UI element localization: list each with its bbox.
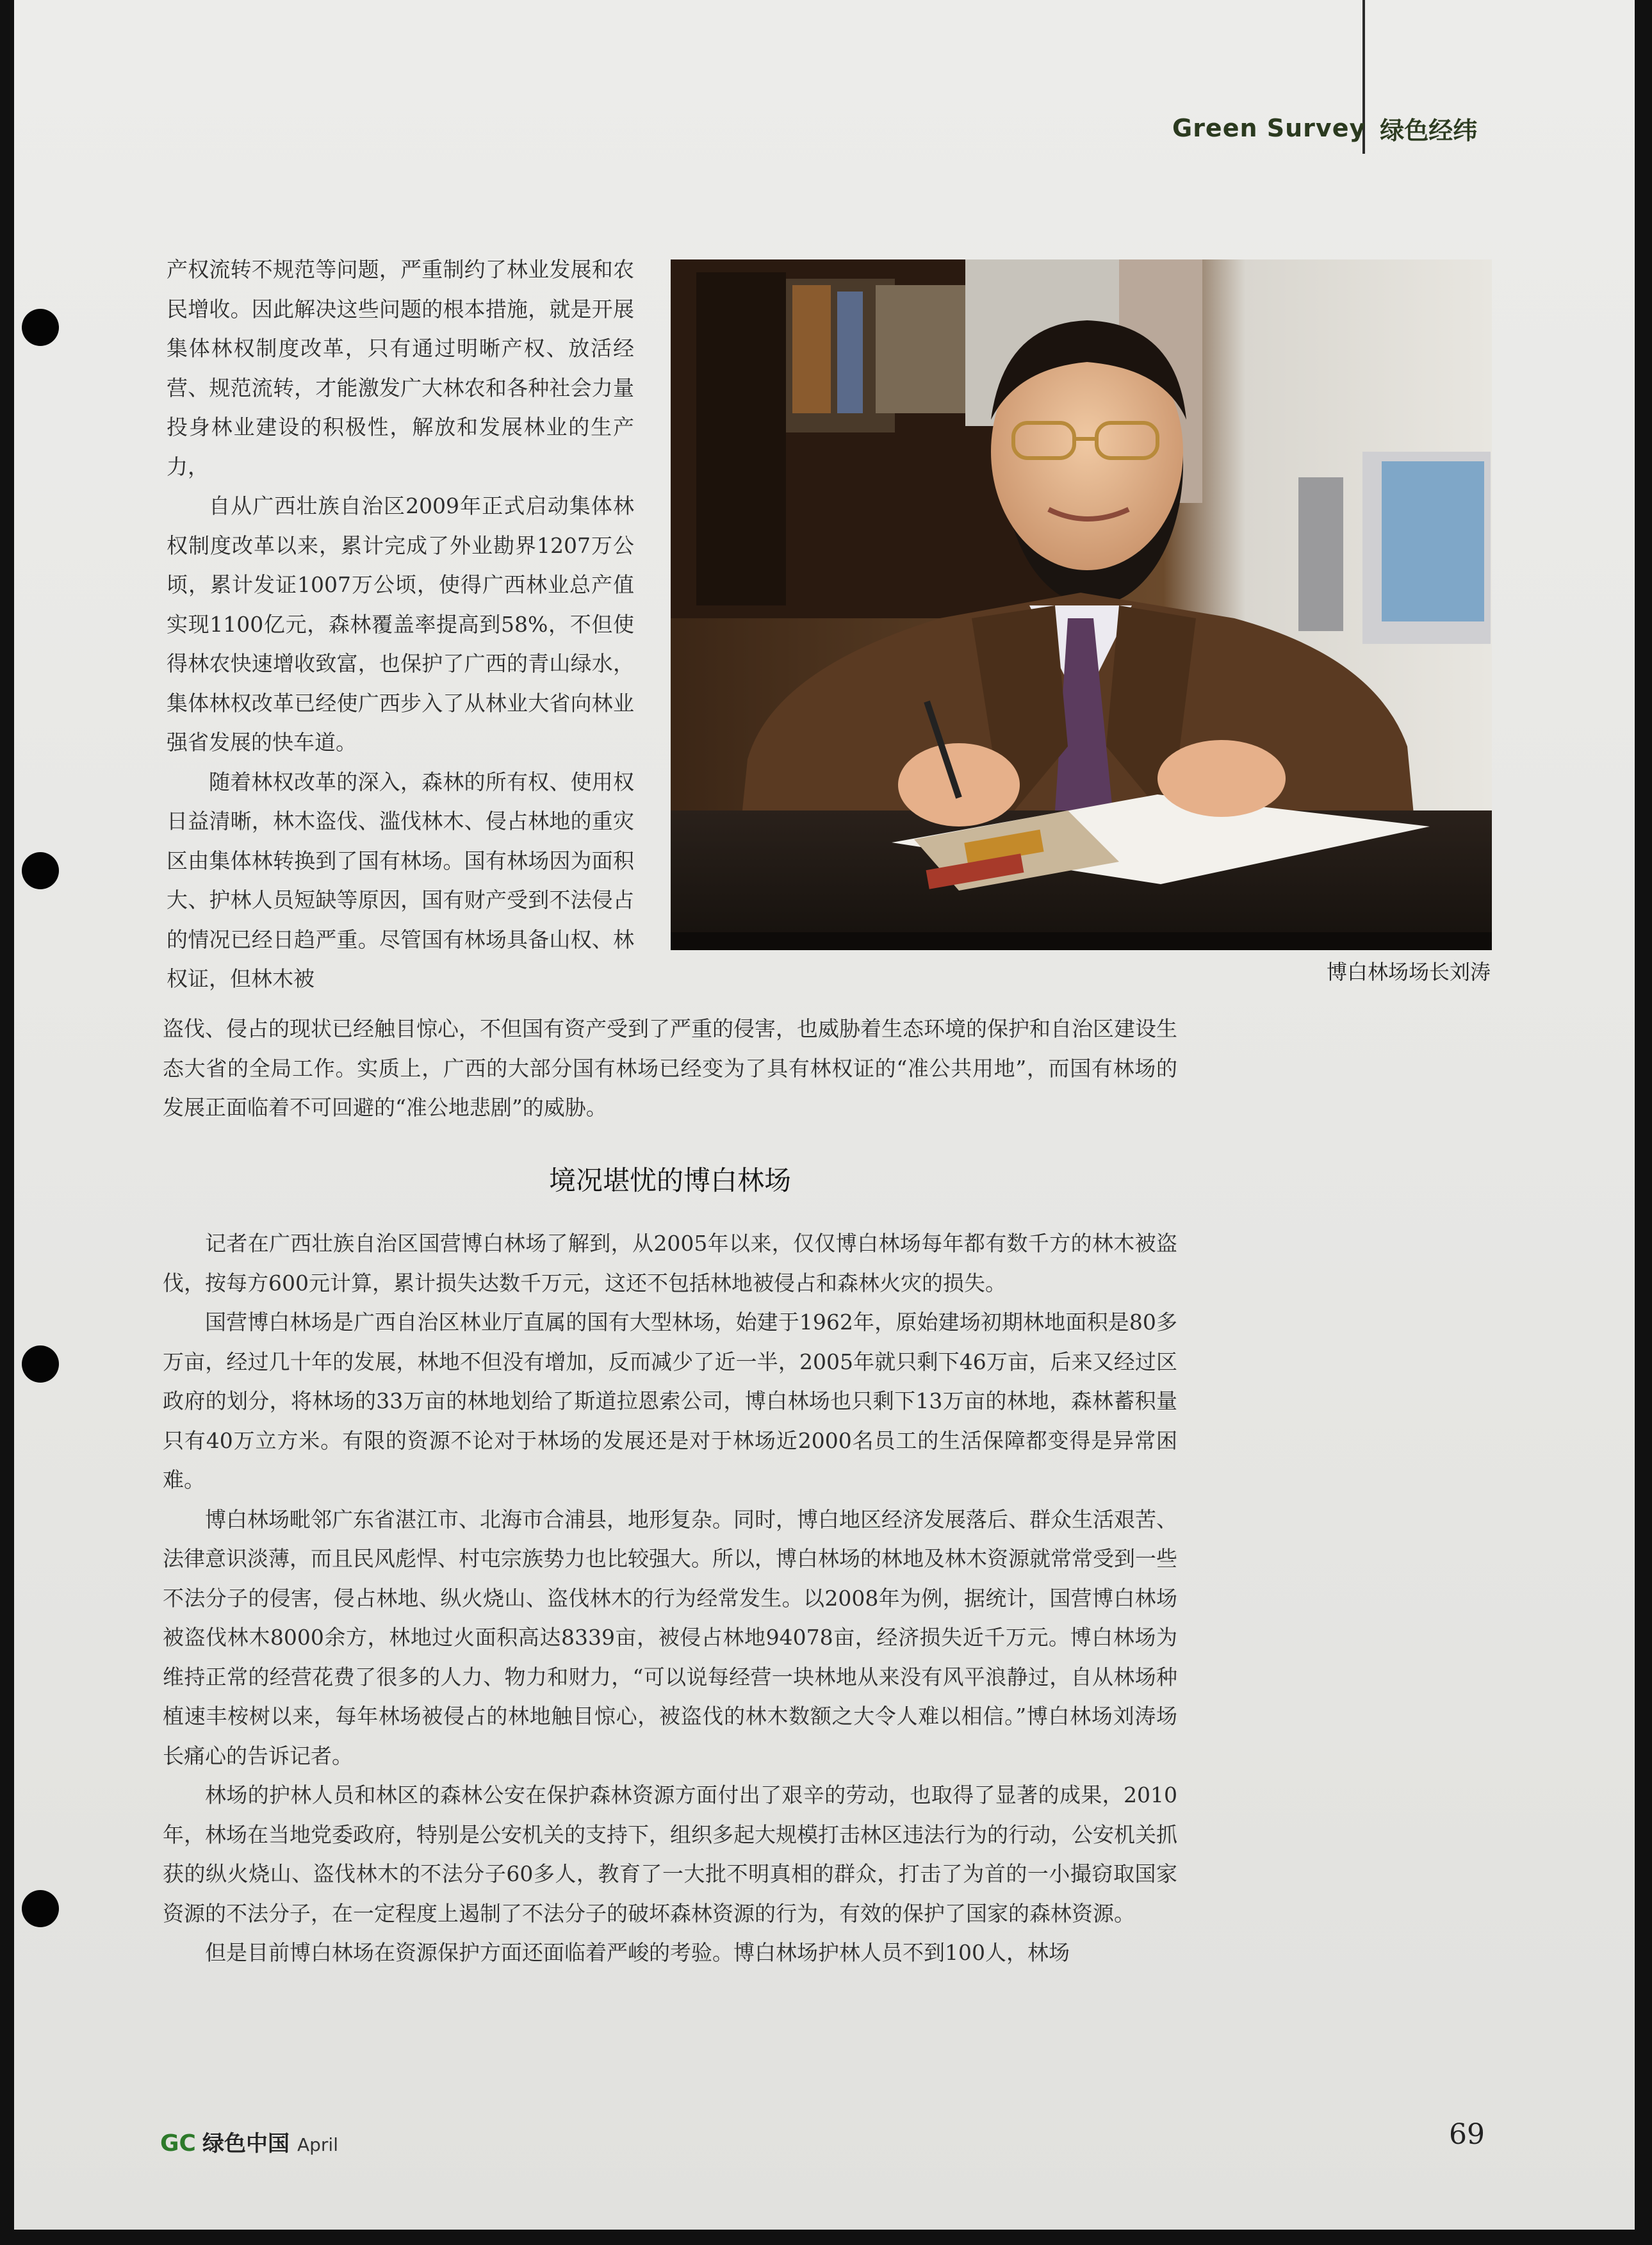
- portrait-photo: [671, 259, 1492, 950]
- photo-caption: 博白林场场长刘涛: [1326, 960, 1491, 984]
- section-header: [1172, 109, 1477, 147]
- paragraph: 但是目前博白林场在资源保护方面还面临着严峻的考验。博白林场护林人员不到100人，林场: [205, 1940, 1070, 1965]
- issue-month: April: [297, 2134, 338, 2155]
- paragraph: 国营博白林场是广西自治区林业厅直属的国有大型林场，始建于1962年，原始建场初期林地面积是80多万亩，经过几十年的发展，林地不但没有增加，反而减少了近一半，2005年就只剩下46万亩，后来又经过区政府的划分，将林场的33万亩的林地划给了斯道拉恩索公司，博白林场也只剩下13万亩的林地，森林蓄积量只有40万立方米。有限的资源不论对于林场的发展还是对于林场近2000名员工的生活保障都变得是异常困难。: [163, 1310, 1177, 1492]
- paragraph: 记者在广西壮族自治区国营博白林场了解到，从2005年以来，仅仅博白林场每年都有数千方的林木被盗伐，按每方600元计算，累计损失达数千万元，这还不包括林地被侵占和森林火灾的损失。: [163, 1231, 1177, 1295]
- paragraph: 产权流转不规范等问题，严重制约了林业发展和农民增收。因此解决这些问题的根本措施，就是开展集体林权制度改革，只有通过明晰产权、放活经营、规范流转，才能激发广大林农和各种社会力量投身林业建设的积极性，解放和发展林业的生产力，: [167, 257, 634, 479]
- paragraph: 林场的护林人员和林区的森林公安在保护森林资源方面付出了艰辛的劳动，也取得了显著的成果，2010年，林场在当地党委政府，特别是公安机关的支持下，组织多起大规模打击林区违法行为的行动，公安机关抓获的纵火烧山、盗伐林木的不法分子60多人，教育了一大批不明真相的群众，打击了为首的一小撮窃取国家资源的不法分子，在一定程度上遏制了不法分子的破坏森林资源的行为，有效的保护了国家的森林资源。: [163, 1782, 1177, 1926]
- footer-masthead: [160, 2126, 338, 2157]
- punch-hole: [22, 1345, 59, 1383]
- magazine-page: [14, 0, 1635, 2230]
- paragraph: 随着林权改革的深入，森林的所有权、使用权日益清晰，林木盗伐、滥伐林木、侵占林地的重灾区由集体林转换到了国有林场。国有林场因为面积大、护林人员短缺等原因，国有财产受到不法侵占的情况已经日趋严重。尽管国有林场具备山权、林权证，但林木被: [167, 769, 634, 991]
- paragraph: 自从广西壮族自治区2009年正式启动集体林权制度改革以来，累计完成了外业勘界1207万公顷，累计发证1007万公顷，使得广西林业总产值实现1100亿元，森林覆盖率提高到58%，不但使得林农快速增收致富，也保护了广西的青山绿水，集体林权改革已经使广西步入了从林业大省向林业强省发展的快车道。: [167, 493, 634, 755]
- section-body: [163, 1224, 1177, 1973]
- paragraph: 博白林场毗邻广东省湛江市、北海市合浦县，地形复杂。同时，博白地区经济发展落后、群众生活艰苦、法律意识淡薄，而且民风彪悍、村屯宗族势力也比较强大。所以，博白林场的林地及林木资源就常常受到一些不法分子的侵害，侵占林地、纵火烧山、盗伐林木的行为经常发生。以2008年为例，据统计，国营博白林场被盗伐林木8000余方，林地过火面积高达8339亩，被侵占林地94078亩，经济损失近千万元。博白林场为维持正常的经营花费了很多的人力、物力和财力，“可以说每经营一块林地从来没有风平浪静过，自从林场种植速丰桉树以来，每年林场被侵占的林地触目惊心，被盗伐的林木数额之大令人难以相信。”博白林场刘涛场长痛心的告诉记者。: [163, 1506, 1177, 1768]
- punch-hole: [22, 852, 59, 889]
- punch-hole: [22, 1890, 59, 1927]
- paragraph: 盗伐、侵占的现状已经触目惊心，不但国有资产受到了严重的侵害，也威胁着生态环境的保护和自治区建设生态大省的全局工作。实质上，广西的大部分国有林场已经变为了具有林权证的“准公共用地”，而国有林场的发展正面临着不可回避的“准公地悲剧”的威胁。: [163, 1016, 1177, 1120]
- left-column: [167, 250, 634, 999]
- magazine-name: 绿色中国: [202, 2131, 290, 2157]
- header-english: Green Survey: [1172, 114, 1366, 142]
- magazine-logo: GC: [160, 2130, 196, 2157]
- section-heading: 境况堪忧的博白林场: [548, 1165, 791, 1196]
- page-number: 69: [1449, 2118, 1485, 2151]
- header-chinese: 绿色经纬: [1380, 116, 1478, 145]
- continuation-text: [163, 1009, 1177, 1128]
- punch-hole: [22, 309, 59, 346]
